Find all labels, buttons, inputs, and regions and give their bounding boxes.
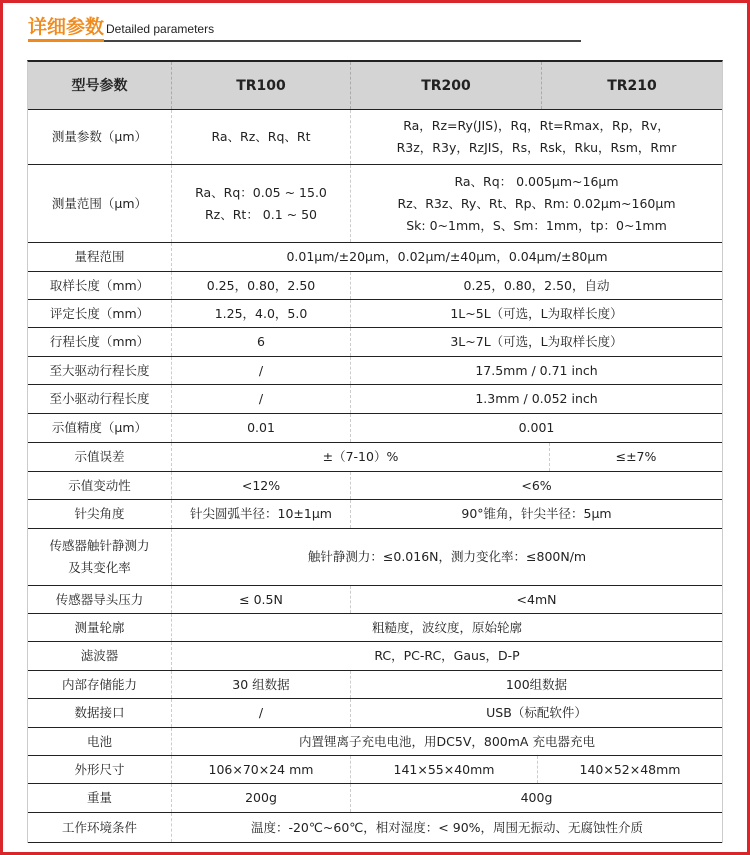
table-row <box>28 272 722 300</box>
row-value: <12% <box>172 472 351 499</box>
row-label: 工作环境条件 <box>28 813 172 842</box>
row-value: 200g <box>172 784 351 812</box>
row-value: 400g <box>520 790 553 805</box>
row-label: 传感器触针静测力 及其变化率 <box>28 529 172 585</box>
row-value: 0.01μm/±20μm，0.02μm/±40μm，0.04μm/±80μm <box>286 249 608 264</box>
row-value: 1.25，4.0，5.0 <box>172 300 351 327</box>
table-row <box>28 500 722 529</box>
row-value: ≤ 0.5N <box>172 586 351 613</box>
row-value: RC，PC-RC，Gaus，D-P <box>374 648 520 663</box>
row-value: 0.25，0.80，2.50，自动 <box>463 277 610 293</box>
row-label: 重量 <box>28 784 172 812</box>
row-value: 触针静测力：≤0.016N，测力变化率：≤800N/m <box>307 549 587 564</box>
row-label: 传感器导头压力 <box>28 586 172 613</box>
table-row <box>28 110 722 165</box>
header-tr210: TR210 <box>607 77 657 94</box>
row-label: 测量参数（μm） <box>28 110 172 164</box>
row-value: 17.5mm / 0.71 inch <box>475 362 598 378</box>
row-value: Ra、Rq：0.05 ~ 15.0 Rz、Rt： 0.1 ~ 50 <box>172 165 351 242</box>
row-value: ≤±7% <box>615 449 657 464</box>
row-label: 滤波器 <box>28 642 172 670</box>
table-row <box>28 328 722 357</box>
table-row <box>28 243 722 272</box>
row-value: 0.01 <box>172 414 351 442</box>
row-label: 针尖角度 <box>28 500 172 528</box>
table-row <box>28 472 722 500</box>
row-value: / <box>172 357 351 384</box>
table-row <box>28 642 722 671</box>
row-label: 评定长度（mm） <box>28 300 172 327</box>
row-value: 0.001 <box>518 420 555 435</box>
row-value: 0.25，0.80，2.50 <box>172 272 351 299</box>
title-english: Detailed parameters <box>106 22 215 36</box>
table-row <box>28 813 722 843</box>
table-row <box>28 699 722 728</box>
table-row <box>28 385 722 414</box>
row-value: 粗糙度，波纹度，原始轮廓 <box>371 619 522 635</box>
section-title <box>28 16 581 42</box>
parameters-table <box>27 60 723 843</box>
row-value: 1.3mm / 0.052 inch <box>475 391 598 406</box>
row-label: 示值精度（μm） <box>28 414 172 442</box>
row-value: <6% <box>521 477 552 493</box>
row-label: 电池 <box>28 728 172 755</box>
title-chinese: 详细参数 <box>28 16 104 42</box>
row-label: 示值变动性 <box>28 472 172 499</box>
row-label: 示值误差 <box>28 443 172 471</box>
table-row <box>28 443 722 472</box>
row-value: 90°锥角，针尖半径：5μm <box>461 506 612 521</box>
header-tr100: TR100 <box>172 62 351 109</box>
table-row <box>28 756 722 784</box>
row-value: 1L~5L（可选，L为取样长度） <box>450 305 623 321</box>
row-label: 外形尺寸 <box>28 756 172 783</box>
row-value: 内置锂离子充电电池，用DC5V，800mA 充电器充电 <box>299 733 595 749</box>
row-value: Ra、Rq： 0.005μm~16μm Rz、R3z、Ry、Rt、Rp、Rm: 0.02μm~160μm Sk: 0~1mm，S、Sm：1mm，tp：0~1mm <box>397 173 676 233</box>
row-value: Ra、Rz、Rq、Rt <box>172 110 351 164</box>
table-row <box>28 414 722 443</box>
table-row <box>28 784 722 813</box>
row-value: 140×52×48mm <box>579 761 681 777</box>
row-label: 至小驱动行程长度 <box>28 385 172 413</box>
row-value: 106×70×24 mm <box>172 756 351 783</box>
table-row <box>28 300 722 328</box>
row-value: ±（7-10）% <box>172 443 550 471</box>
row-value: Ra，Rz=Ry(JIS)，Rq，Rt=Rmax，Rp，Rv， R3z，R3y，RzJIS，Rs，Rsk，Rku，Rsm，Rmr <box>396 118 677 155</box>
row-value: 温度：-20℃~60℃，相对湿度：< 90%，周围无振动、无腐蚀性介质 <box>250 819 644 835</box>
row-value: 30 组数据 <box>172 671 351 698</box>
row-value: <4mN <box>516 591 557 607</box>
row-label: 取样长度（mm） <box>28 272 172 299</box>
row-value: 针尖圆弧半径：10±1μm <box>172 500 351 528</box>
row-label: 行程长度（mm） <box>28 328 172 356</box>
row-value: / <box>172 699 351 727</box>
row-label: 测量范围（μm） <box>28 165 172 242</box>
table-row <box>28 529 722 586</box>
table-row <box>28 671 722 699</box>
header-tr200: TR200 <box>351 62 542 109</box>
row-value: 3L~7L（可选，L为取样长度） <box>450 334 623 349</box>
table-header <box>28 62 722 110</box>
row-label: 至大驱动行程长度 <box>28 357 172 384</box>
row-value: 6 <box>172 328 351 356</box>
table-row <box>28 165 722 243</box>
table-row <box>28 728 722 756</box>
row-label: 内部存储能力 <box>28 671 172 698</box>
row-value: 100组数据 <box>505 676 568 692</box>
table-row <box>28 357 722 385</box>
row-value: 141×55×40mm <box>351 756 538 783</box>
table-row <box>28 614 722 642</box>
row-value: USB（标配软件） <box>486 705 587 720</box>
table-row <box>28 586 722 614</box>
row-value: / <box>172 385 351 413</box>
row-label: 数据接口 <box>28 699 172 727</box>
row-label: 测量轮廓 <box>28 614 172 641</box>
header-label: 型号参数 <box>28 62 172 109</box>
row-label: 量程范围 <box>28 243 172 271</box>
